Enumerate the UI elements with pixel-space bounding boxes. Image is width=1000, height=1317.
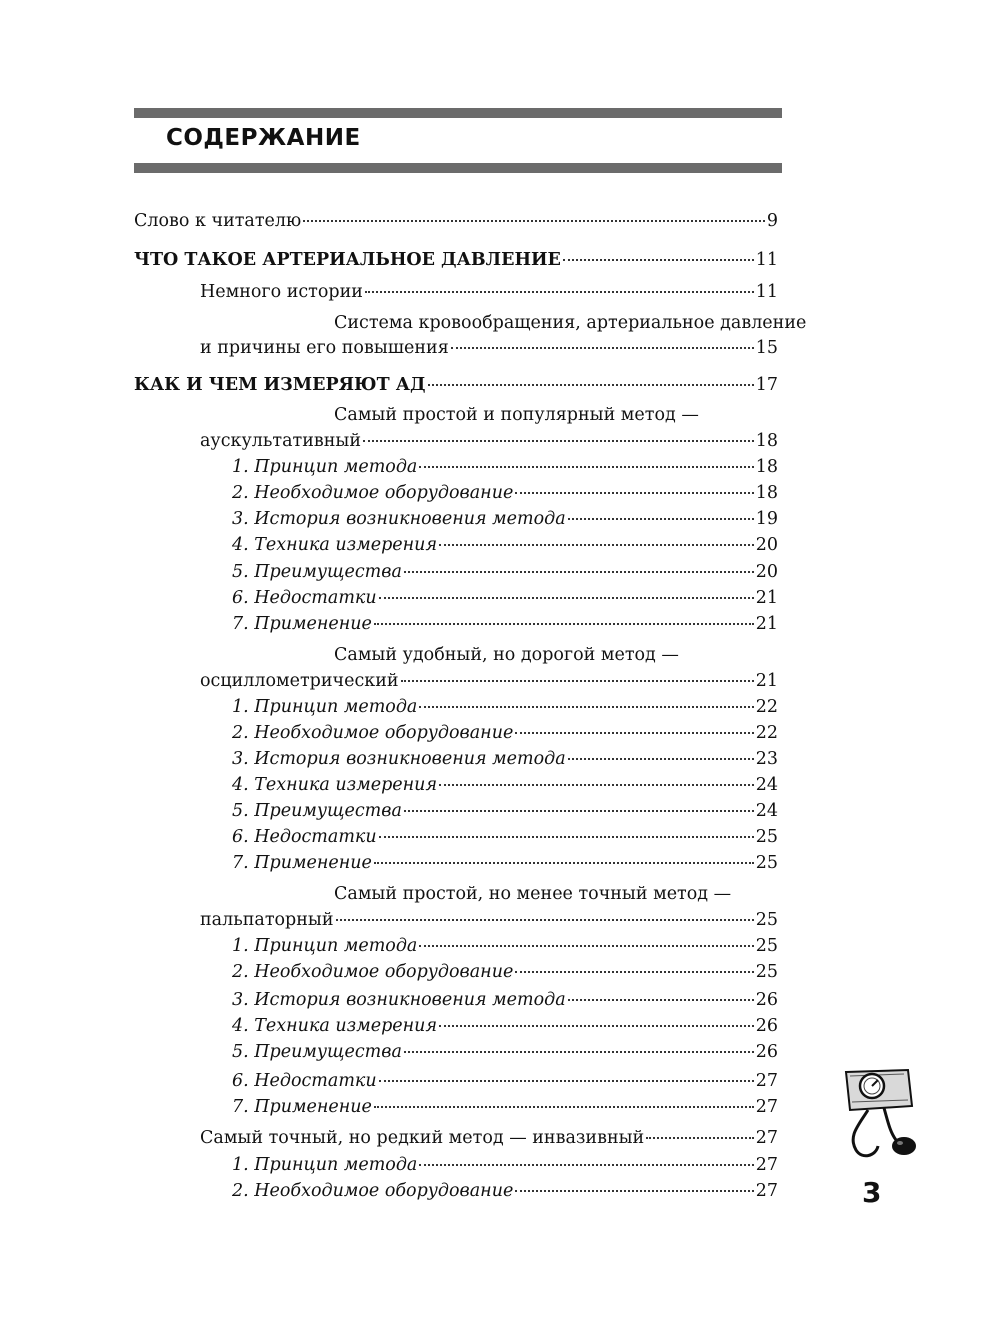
- toc-item[interactable]: 1. Принцип метода 27: [232, 1155, 778, 1175]
- toc-item[interactable]: 5. Преимущества 24: [232, 801, 778, 821]
- toc-method-2-line1: Самый удобный, но дорогой метод —: [334, 645, 679, 665]
- top-rule: [134, 108, 782, 118]
- toc-section-1[interactable]: ЧТО ТАКОЕ АРТЕРИАЛЬНОЕ ДАВЛЕНИЕ 11: [134, 250, 778, 270]
- toc-item[interactable]: 6. Недостатки 25: [232, 827, 778, 847]
- sphygmomanometer-icon: [838, 1066, 920, 1162]
- toc-item[interactable]: 4. Техника измерения 20: [232, 535, 778, 555]
- toc-item[interactable]: 6. Недостатки 27: [232, 1071, 778, 1091]
- toc-method-2[interactable]: осциллометрический 21: [200, 671, 778, 691]
- toc-item[interactable]: 3. История возникновения метода 23: [232, 749, 778, 769]
- toc-item[interactable]: 1. Принцип метода 18: [232, 457, 778, 477]
- page-title: СОДЕРЖАНИЕ: [166, 125, 361, 151]
- toc-entry-circulation-line1: Система кровообращения, артериальное давление: [334, 313, 807, 333]
- bottom-rule: [134, 163, 782, 173]
- toc-method-1-line1: Самый простой и популярный метод —: [334, 405, 699, 425]
- toc-method-4[interactable]: Самый точный, но редкий метод — инвазивный 27: [200, 1128, 778, 1148]
- toc-item[interactable]: 2. Необходимое оборудование 25: [232, 962, 778, 982]
- toc-entry-history[interactable]: Немного истории 11: [200, 282, 778, 302]
- toc-item[interactable]: 1. Принцип метода 25: [232, 936, 778, 956]
- toc-item[interactable]: 5. Преимущества 26: [232, 1042, 778, 1062]
- page-number: 3: [862, 1176, 882, 1209]
- toc-method-3-line1: Самый простой, но менее точный метод —: [334, 884, 732, 904]
- toc-section-2[interactable]: КАК И ЧЕМ ИЗМЕРЯЮТ АД 17: [134, 375, 778, 395]
- toc-item[interactable]: 2. Необходимое оборудование 22: [232, 723, 778, 743]
- toc-entry-circulation[interactable]: и причины его повышения 15: [200, 338, 778, 358]
- toc-item[interactable]: 3. История возникновения метода 26: [232, 990, 778, 1010]
- toc-item[interactable]: 3. История возникновения метода 19: [232, 509, 778, 529]
- toc-item[interactable]: 6. Недостатки 21: [232, 588, 778, 608]
- toc-item[interactable]: 4. Техника измерения 24: [232, 775, 778, 795]
- toc-item[interactable]: 7. Применение 25: [232, 853, 778, 873]
- toc-item[interactable]: 4. Техника измерения 26: [232, 1016, 778, 1036]
- toc-entry-intro[interactable]: Слово к читателю 9: [134, 211, 778, 231]
- toc-item[interactable]: 1. Принцип метода 22: [232, 697, 778, 717]
- toc-method-3[interactable]: пальпаторный 25: [200, 910, 778, 930]
- toc-item[interactable]: 7. Применение 27: [232, 1097, 778, 1117]
- toc-item[interactable]: 7. Применение 21: [232, 614, 778, 634]
- toc-item[interactable]: 2. Необходимое оборудование 18: [232, 483, 778, 503]
- toc-item[interactable]: 2. Необходимое оборудование 27: [232, 1181, 778, 1201]
- toc-item[interactable]: 5. Преимущества 20: [232, 562, 778, 582]
- toc-method-1[interactable]: аускультативный 18: [200, 431, 778, 451]
